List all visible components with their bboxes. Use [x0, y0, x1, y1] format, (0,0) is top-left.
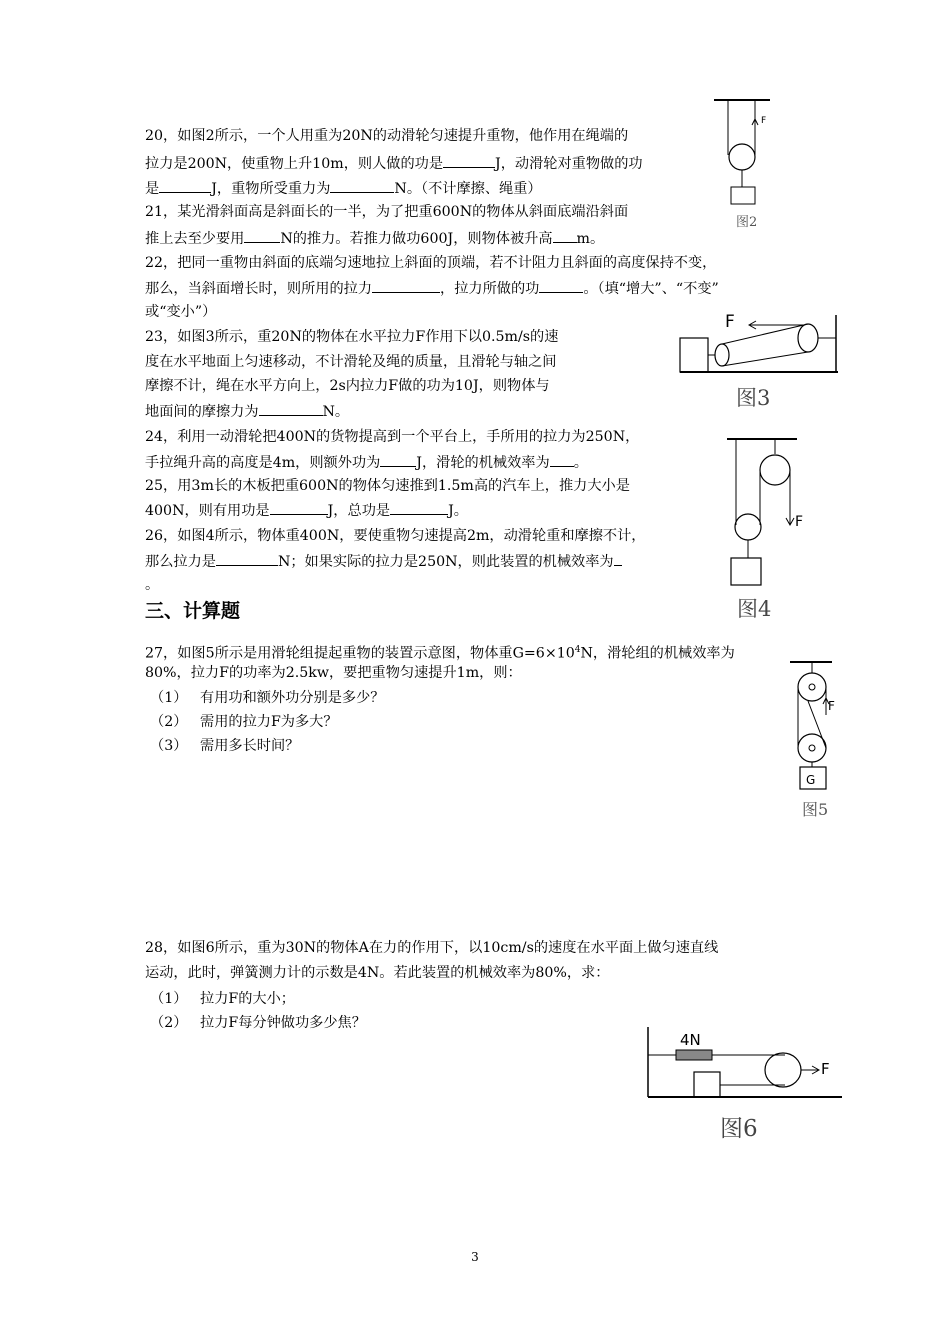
figure-caption: 图4 [737, 597, 772, 621]
blank[interactable] [553, 226, 577, 243]
blank[interactable] [270, 498, 328, 515]
figure-caption: 图5 [802, 800, 829, 819]
q26-line3: 。 [145, 577, 160, 593]
q21-line2: 推上去至少要用 N的推力。若推力做功600J，则物体被升高 m。 [145, 226, 604, 251]
figure-caption: 图3 [736, 386, 771, 410]
q23-line3: 摩擦不计，绳在水平方向上，2s内拉力F做的功为10J，则物体与 [145, 378, 550, 394]
q27-item-2: （2） 需用的拉力F为多大？ [150, 714, 338, 730]
q23-line1: 23，如图3所示，重20N的物体在水平拉力F作用下以0.5m/s的速 [145, 329, 559, 345]
blank[interactable] [244, 226, 280, 243]
q28-line1: 28，如图6所示，重为30N的物体A在力的作用下，以10cm/s的速度在水平面上做匀速直线 [145, 940, 719, 956]
figure-6 [640, 1022, 850, 1147]
figure-caption: 图6 [720, 1116, 758, 1142]
scale-label: 4N [680, 1031, 701, 1049]
q27-line2: 80%，拉力F的功率为2.5kw，要把重物匀速提升1m，则： [145, 665, 522, 681]
q20-line1: 20，如图2所示，一个人用重为20N的动滑轮匀速提升重物，他作用在绳端的 [145, 128, 629, 144]
q28-line2: 运动，此时，弹簧测力计的示数是4N。若此装置的机械效率为80%，求： [145, 965, 610, 981]
blank[interactable] [550, 450, 574, 467]
section-heading: 三、计算题 [145, 600, 241, 622]
figure-2 [700, 95, 780, 235]
blank[interactable] [372, 276, 440, 293]
blank[interactable] [443, 151, 495, 168]
blank[interactable] [390, 498, 448, 515]
figure-caption: 图2 [736, 215, 758, 230]
page-number: 3 [471, 1250, 479, 1264]
q27-item-1: （1） 有用功和额外功分别是多少？ [150, 690, 385, 706]
blank[interactable] [259, 399, 323, 416]
q27-item-3: （3） 需用多长时间？ [150, 738, 300, 754]
q22-line3: 或“变小”） [145, 304, 217, 320]
q27-line1: 27，如图5所示是用滑轮组提起重物的装置示意图，物体重$G=6\times 10^4N$，滑轮组的机械效率为 [145, 645, 735, 662]
weight-label: G [806, 773, 816, 787]
blank[interactable] [330, 176, 394, 193]
q24-line1: 24，利用一动滑轮把400N的货物提高到一个平台上，手所用的拉力为250N， [145, 429, 640, 445]
blank[interactable] [380, 450, 416, 467]
figure-3 [670, 305, 845, 410]
force-label: F [828, 699, 835, 713]
q26-line2: 那么拉力是 N；如果实际的拉力是250N，则此装置的机械效率为 [145, 549, 622, 574]
q22-line2: 那么，当斜面增长时，则所用的拉力 ，拉力所做的功 。（填“增大”、“不变” [145, 276, 719, 301]
q28-item-2: （2） 拉力F每分钟做功多少焦？ [150, 1015, 366, 1031]
q24-line2: 手拉绳升高的高度是4m，则额外功为 J，滑轮的机械效率为 。 [145, 450, 588, 475]
blank[interactable] [614, 549, 622, 566]
q22-line1: 22，把同一重物由斜面的底端匀速地拉上斜面的顶端，若不计阻力且斜面的高度保持不变， [145, 255, 717, 271]
figure-4 [715, 430, 810, 625]
q23-line2: 度在水平地面上匀速移动，不计滑轮及绳的质量，且滑轮与轴之间 [145, 354, 557, 370]
blank[interactable] [159, 176, 211, 193]
force-label: F [795, 514, 804, 530]
q23-line4: 地面间的摩擦力为 N。 [145, 399, 349, 424]
force-label: F [725, 312, 735, 332]
figure-5 [780, 655, 850, 825]
q25-line2: 400N，则有用功是 J，总功是 J。 [145, 498, 468, 523]
blank[interactable] [539, 276, 583, 293]
q20-line3: 是 J，重物所受重力为 N。（不计摩擦、绳重） [145, 176, 542, 201]
q26-line1: 26，如图4所示，物体重400N，要使重物匀速提高2m，动滑轮重和摩擦不计， [145, 528, 646, 544]
q25-line1: 25，用3m长的木板把重600N的物体匀速推到1.5m高的汽车上，推力大小是 [145, 478, 630, 494]
blank[interactable] [216, 549, 278, 566]
q28-item-1: （1） 拉力F的大小； [150, 991, 295, 1007]
force-label: F [761, 116, 767, 126]
force-label: F [821, 1060, 830, 1078]
q21-line1: 21，某光滑斜面高是斜面长的一半，为了把重600N的物体从斜面底端沿斜面 [145, 204, 629, 220]
q20-line2: 拉力是200N，使重物上升10m，则人做的功是 J，动滑轮对重物做的功 [145, 151, 643, 176]
